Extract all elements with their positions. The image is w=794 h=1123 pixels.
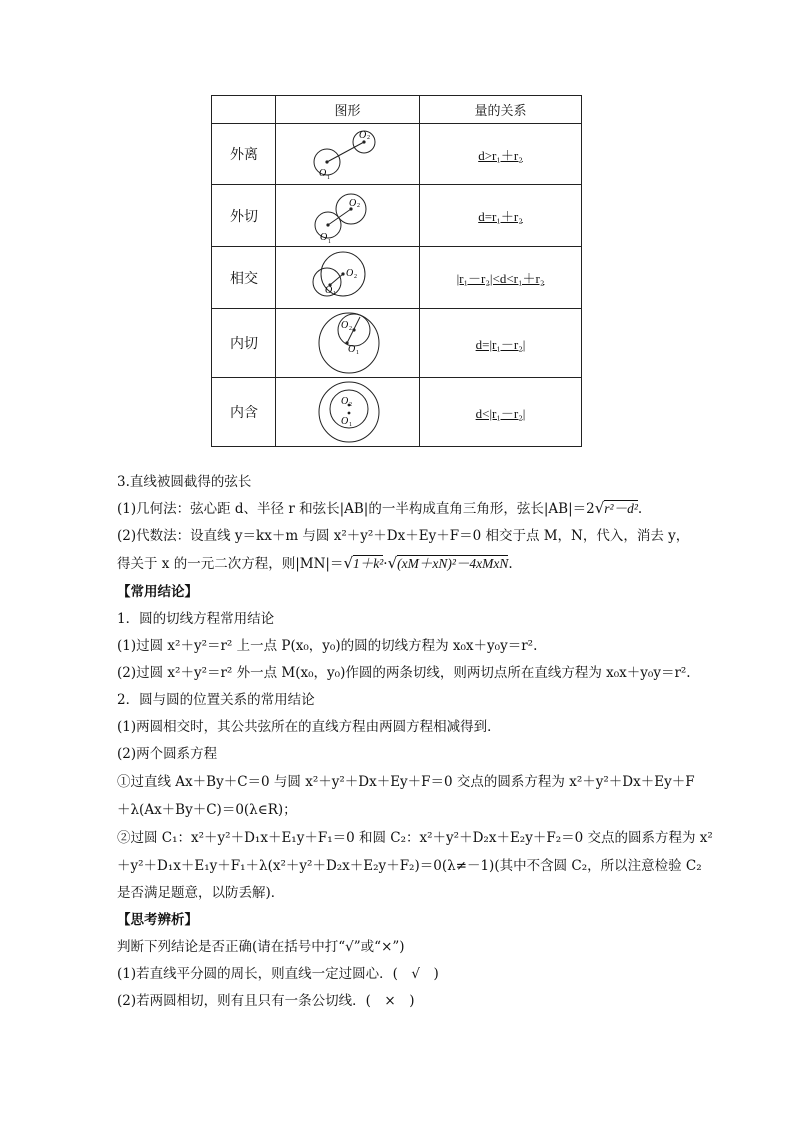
table-row	[212, 124, 582, 185]
header-figure: 图形	[276, 96, 420, 124]
tangent-conclusion-title: 1．圆的切线方程常用结论	[117, 611, 275, 627]
sqrt-sign: √	[594, 499, 605, 517]
label-o2: O	[340, 320, 348, 331]
label-o2: O	[340, 396, 348, 407]
sqrt-sign: √	[343, 554, 353, 572]
algebraic-end: .	[508, 556, 513, 572]
algebraic-method-line1: (2)代数法：设直线 y＝kx＋m 与圆 x²＋y²＋Dx＋Ey＋F＝0 相交于点 M，N，代入，消去 y，	[117, 528, 690, 544]
geometric-method	[117, 499, 682, 519]
label-o2: O	[345, 267, 353, 279]
think-question-1: (1)若直线平分圆的周长，则直线一定过圆心．( √ )	[117, 966, 439, 982]
algebraic-method-line2	[117, 554, 682, 574]
relation-value: |r₁－r₂|<d<r₁＋r₂	[420, 247, 582, 309]
external-tangent-diagram	[293, 187, 403, 245]
algebraic-root2: (xM＋xN)²－4xMxN	[397, 556, 509, 571]
table-row	[212, 247, 582, 309]
intersecting-circles-diagram	[293, 249, 403, 307]
internal-tangent-diagram	[293, 311, 403, 375]
circle-family-2-line2: ＋y²＋D₁x＋E₁y＋F₁＋λ(x²＋y²＋D₂x＋E₂y＋F₂)＝0(λ≠－1)(其中不含圆 C₂，所以注意检验 C₂	[117, 858, 702, 874]
relation-value: d>r₁＋r₂	[420, 124, 582, 185]
label-o1: O	[319, 231, 327, 243]
label-sub2: 2	[366, 135, 370, 141]
circle-family-2-line1: ②过圆 C₁：x²＋y²＋D₁x＋E₁y＋F₁＝0 和圆 C₂：x²＋y²＋D₂x＋E₂y＋F₂＝0 交点的圆系方程为 x²	[117, 830, 713, 846]
row-name: 外离	[212, 124, 276, 185]
label-sub1: 1	[327, 238, 331, 245]
tangent-conclusion-2: (2)过圆 x²＋y²＝r² 外一点 M(x₀，y₀)作圆的两条切线，则两切点所在直线方程为 x₀x＋y₀y＝r².	[117, 665, 691, 681]
contained-circles-diagram	[293, 380, 403, 444]
table-row	[212, 185, 582, 247]
figure-separate	[276, 124, 420, 185]
row-name: 相交	[212, 247, 276, 309]
label-sub2: 2	[348, 402, 352, 408]
row-name: 内含	[212, 378, 276, 447]
row-name: 内切	[212, 309, 276, 378]
separate-circles-diagram	[293, 125, 403, 183]
think-intro: 判断下列结论是否正确(请在括号中打“√”或“×”)	[117, 939, 405, 955]
figure-contained	[276, 378, 420, 447]
circle-family-1-line2: ＋λ(Ax＋By＋C)＝0(λ∈R)；	[117, 802, 297, 818]
header-relation: 量的关系	[420, 96, 582, 124]
label-o1: O	[324, 284, 332, 296]
label-o2: O	[348, 197, 356, 209]
table-header-row	[212, 96, 582, 124]
sqrt-sign: √	[387, 554, 398, 572]
geometric-method-text: (1)几何法：弦心距 d、半径 r 和弦长|AB|的一半构成直角三角形，弦长|AB|＝2	[117, 501, 595, 517]
section3-title: 3.直线被圆截得的弦长	[117, 474, 252, 490]
label-o2: O	[358, 130, 366, 141]
table-row	[212, 378, 582, 447]
figure-external-tangent	[276, 185, 420, 247]
label-sub1: 1	[355, 350, 359, 356]
figure-intersect	[276, 247, 420, 309]
label-sub2: 2	[348, 326, 352, 332]
geometric-root: r²－d²	[604, 501, 638, 516]
table-row	[212, 309, 582, 378]
geometric-end: .	[637, 501, 643, 517]
common-conclusions-heading: 【常用结论】	[117, 584, 198, 600]
think-heading: 【思考辨析】	[117, 912, 198, 928]
label-o1: O	[318, 168, 326, 179]
label-sub2: 2	[353, 273, 357, 280]
row-name: 外切	[212, 185, 276, 247]
algebraic-root1: 1＋k²	[353, 556, 384, 571]
circle-family-2-line3: 是否满足题意，以防丢解)．	[117, 885, 285, 901]
middle-dot: ·	[383, 556, 388, 572]
label-sub2: 2	[356, 202, 360, 209]
label-sub1: 1	[348, 422, 352, 428]
circle-relation-1: (1)两圆相交时，其公共弦所在的直线方程由两圆方程相减得到．	[117, 719, 501, 735]
relation-value: d<|r₁－r₂|	[420, 378, 582, 447]
label-o1: O	[340, 416, 348, 427]
header-blank	[212, 96, 276, 124]
label-sub1: 1	[326, 175, 330, 181]
tangent-conclusion-1: (1)过圆 x²＋y²＝r² 上一点 P(x₀，y₀)的圆的切线方程为 x₀x＋y₀y＝r².	[117, 638, 538, 654]
relation-value: d=|r₁－r₂|	[420, 309, 582, 378]
circle-relation-table	[211, 95, 582, 447]
label-sub1: 1	[332, 290, 336, 297]
label-o1: O	[347, 344, 355, 355]
algebraic-method-text: 得关于 x 的一元二次方程，则|MN|＝	[117, 556, 344, 572]
circle-family-1-line1: ①过直线 Ax＋By＋C＝0 与圆 x²＋y²＋Dx＋Ey＋F＝0 交点的圆系方程为 x²＋y²＋Dx＋Ey＋F	[117, 774, 695, 790]
relation-value: d=r₁＋r₂	[420, 185, 582, 247]
circle-relation-2: (2)两个圆系方程	[117, 746, 218, 762]
circle-relation-title: 2．圆与圆的位置关系的常用结论	[117, 692, 315, 708]
think-question-2: (2)若两圆相切，则有且只有一条公切线．( × )	[117, 993, 415, 1009]
figure-internal-tangent	[276, 309, 420, 378]
